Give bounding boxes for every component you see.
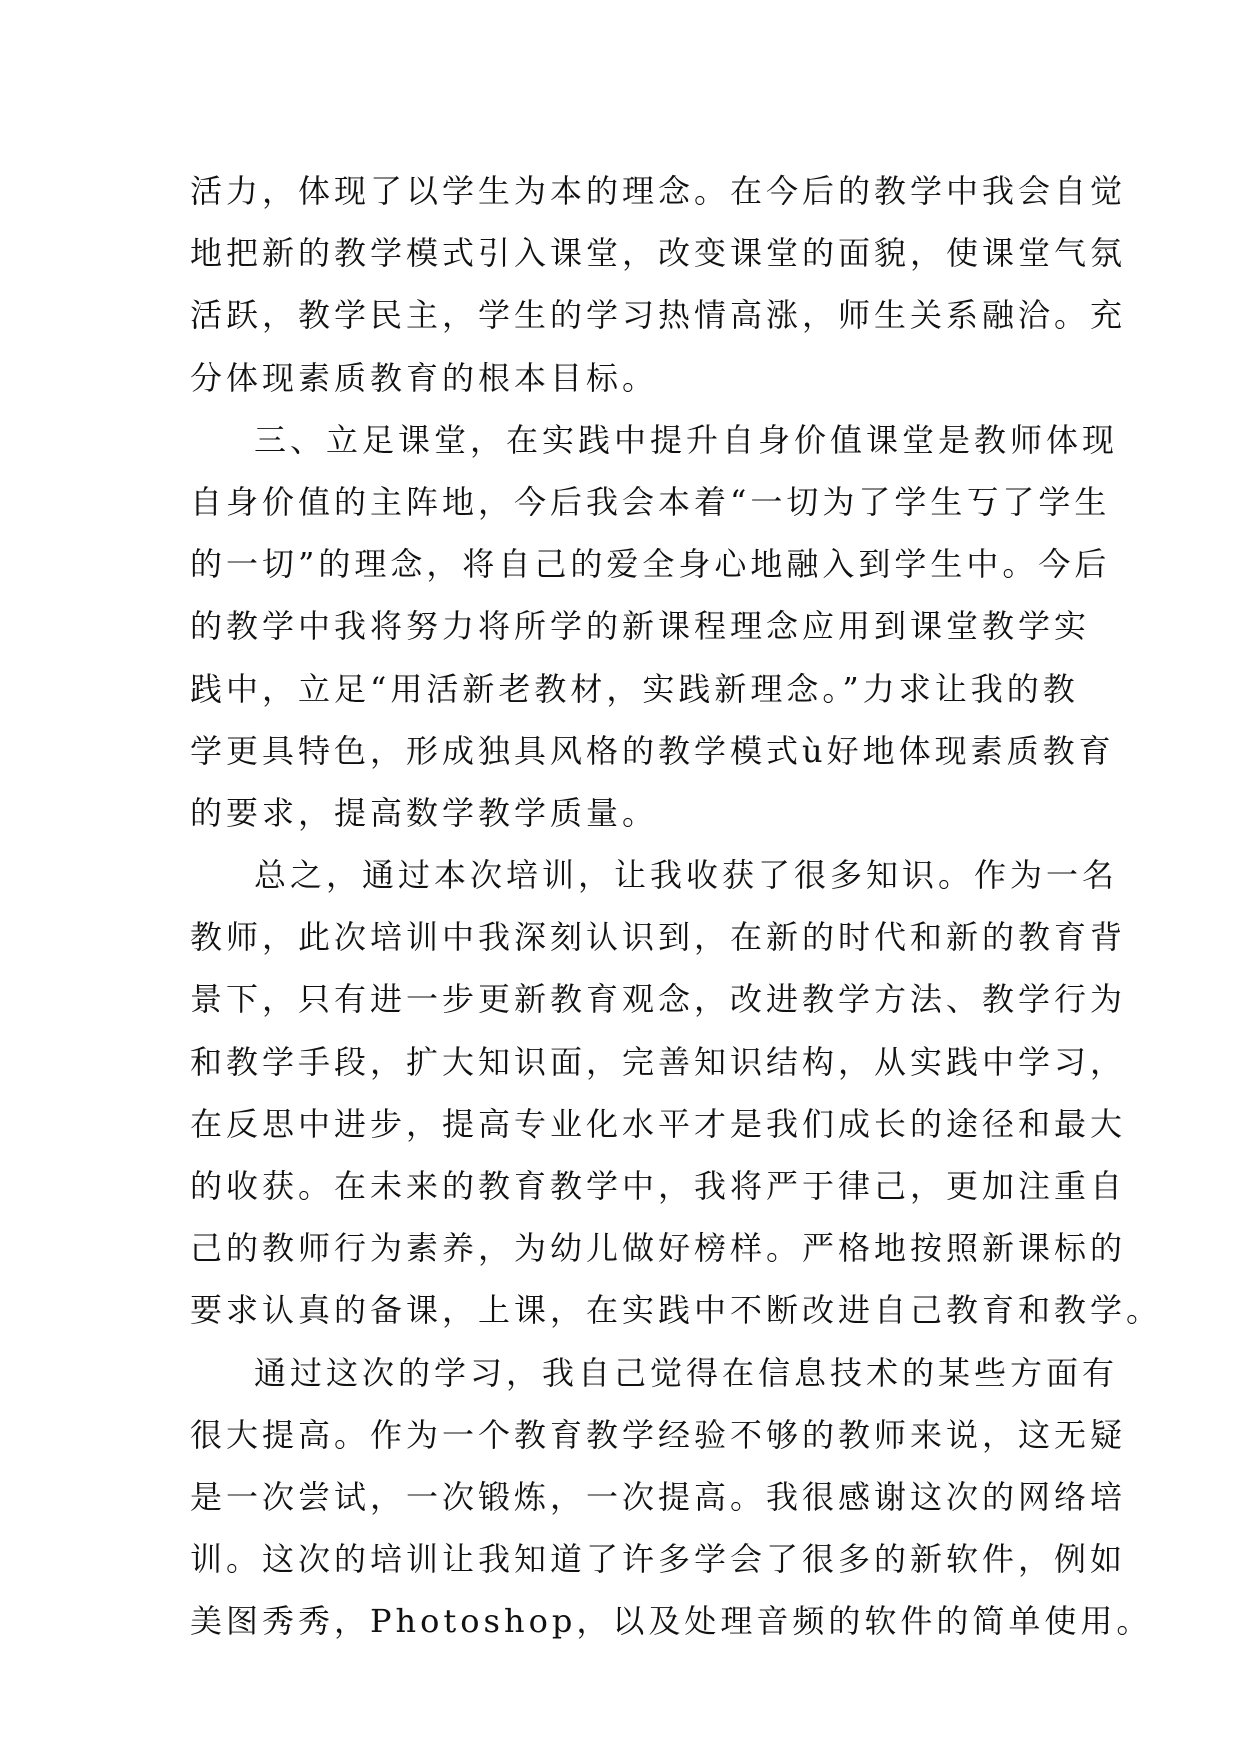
- text-line: 活跃，教学民主，学生的学习热情高涨，师生关系融洽。充: [190, 296, 1127, 335]
- document-body: [190, 160, 1163, 1653]
- text-line: 景下，只有进一步更新教育观念，改进教学方法、教学行为: [190, 980, 1127, 1019]
- text-line: 很大提高。作为一个教育教学经验不够的教师来说，这无疑: [190, 1415, 1127, 1454]
- text-line: 要求认真的备课，上课，在实践中不断改进自己教育和教学。: [190, 1291, 1163, 1330]
- text-line: 自身价值的主阵地，今后我会本着“一切为了学生丂了学生: [190, 482, 1111, 521]
- text-line: 活力，体现了以学生为本的理念。在今后的教学中我会自觉: [190, 172, 1127, 210]
- text-line: 的一切”的理念，将自己的爱全身心地融入到学生中。今后: [190, 545, 1111, 584]
- text-line: 分体现素质教育的根本目标。: [190, 358, 659, 397]
- text-line: 学更具特色，形成独具风格的教学模式ù好地体现素质教育: [190, 731, 1115, 770]
- text-line: 践中，立足“用活新老教材，实践新理念。”力求让我的教: [190, 669, 1079, 708]
- text-line: 的要求，提高数学教学质量。: [190, 793, 659, 832]
- text-line: 的收获。在未来的教育教学中，我将严于律己，更加注重自: [190, 1167, 1127, 1205]
- text-line: 的教学中我将努力将所学的新课程理念应用到课堂教学实: [190, 607, 1091, 646]
- text-line: 教师，此次培训中我深刻认识到，在新的时代和新的教育背: [190, 918, 1127, 957]
- paragraph-first-line: 通过这次的学习，我自己觉得在信息技术的某些方面有: [254, 1353, 1119, 1392]
- text-line: 训。这次的培训让我知道了许多学会了很多的新软件，例如: [190, 1540, 1127, 1579]
- text-line: 和教学手段，扩大知识面，完善知识结构，从实践中学习，: [190, 1042, 1127, 1081]
- text-line: 地把新的教学模式引入课堂，改变课堂的面貌，使课堂气氛: [190, 234, 1127, 273]
- text-line: 是一次尝试，一次锻炼，一次提高。我很感谢这次的网络培: [190, 1477, 1127, 1516]
- text-line: 美图秀秀，Photoshop，以及处理音频的软件的简单使用。: [190, 1602, 1153, 1641]
- paragraph-first-line: 三、立足课堂，在实践中提升自身价值课堂是教师体现: [254, 420, 1119, 459]
- paragraph-first-line: 总之，通过本次培训，让我收获了很多知识。作为一名: [254, 856, 1119, 895]
- text-line: 己的教师行为素养，为幼儿做好榜样。严格地按照新课标的: [190, 1229, 1127, 1268]
- text-line: 在反思中进步，提高专业化水平才是我们成长的途径和最大: [190, 1104, 1127, 1143]
